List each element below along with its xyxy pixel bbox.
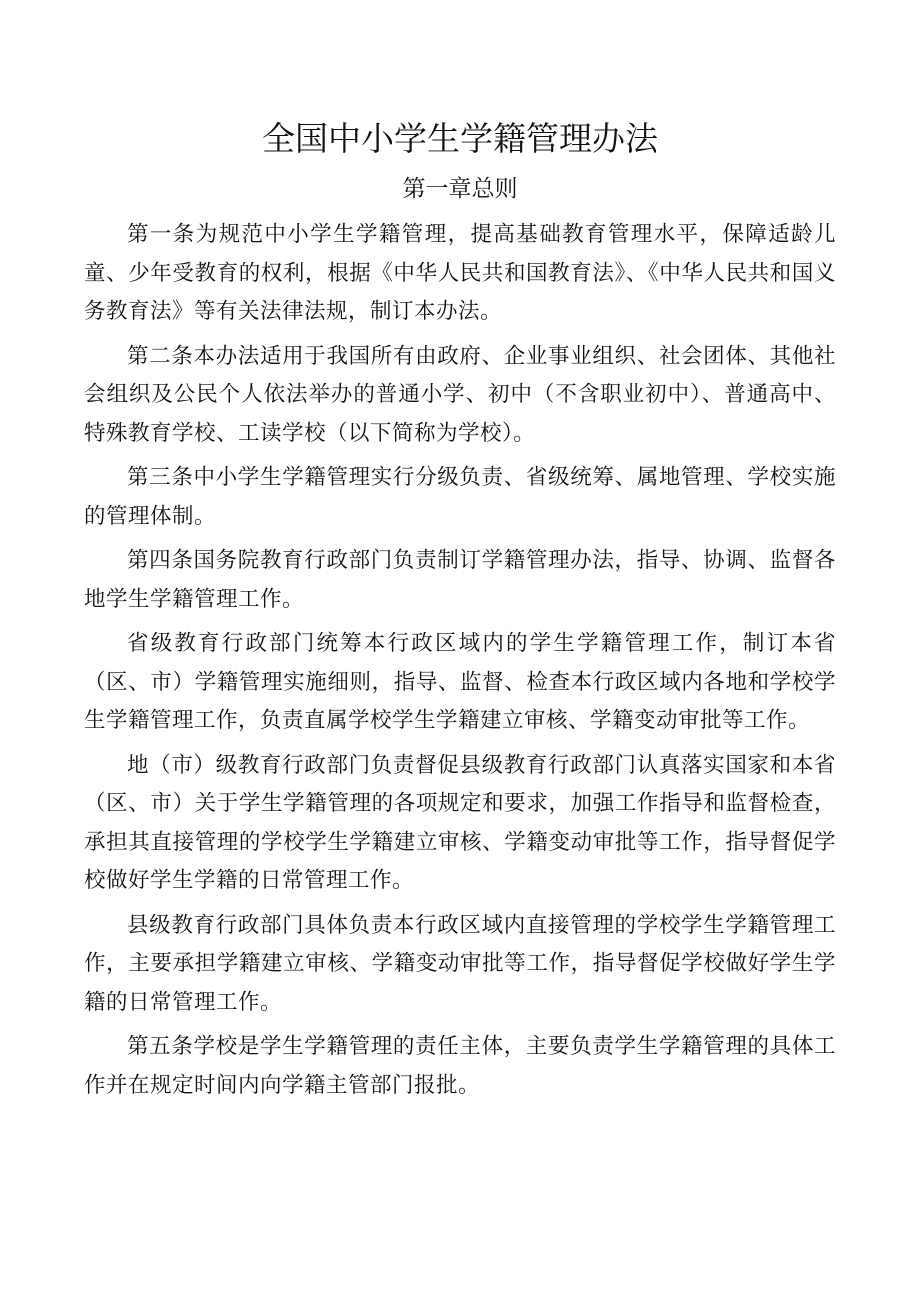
paragraph-county-duties: 县级教育行政部门具体负责本行政区域内直接管理的学校学生学籍管理工作，主要承担学籍建立审核、学籍变动审批等工作，指导督促学校做好学生学籍的日常管理工作。 — [84, 912, 836, 1015]
paragraph-article-3: 第三条中小学生学籍管理实行分级负责、省级统筹、属地管理、学校实施的管理体制。 — [84, 465, 836, 529]
document-title: 全国中小学生学籍管理办法 — [262, 119, 658, 158]
paragraph-article-2: 第二条本办法适用于我国所有由政府、企业事业组织、社会团体、其他社会组织及公民个人依法举办的普通小学、初中（不含职业初中）、普通高中、特殊教育学校、工读学校（以下简称为学校）。 — [84, 343, 836, 446]
paragraph-article-1: 第一条为规范中小学生学籍管理，提高基础教育管理水平，保障适龄儿童、少年受教育的权利，根据《中华人民共和国教育法》、《中华人民共和国义务教育法》等有关法律法规，制订本办法。 — [84, 222, 836, 324]
paragraph-provincial-duties: 省级教育行政部门统筹本行政区域内的学生学籍管理工作，制订本省（区、市）学籍管理实施细则，指导、监督、检查本行政区域内各地和学校学生学籍管理工作，负责直属学校学生学籍建立审核、学籍变动审批等工作。 — [84, 631, 836, 733]
chapter-heading: 第一章总则 — [402, 176, 518, 202]
paragraph-prefectural-duties: 地（市）级教育行政部门负责督促县级教育行政部门认真落实国家和本省（区、市）关于学生学籍管理的各项规定和要求，加强工作指导和监督检查，承担其直接管理的学校学生学籍建立审核、学籍变动审批等工作，指导督促学校做好学生学籍的日常管理工作。 — [84, 752, 836, 893]
document-body — [84, 216, 836, 1111]
paragraph-article-4: 第四条国务院教育行政部门负责制订学籍管理办法，指导、协调、监督各地学生学籍管理工作。 — [84, 548, 836, 612]
paragraph-article-5: 第五条学校是学生学籍管理的责任主体，主要负责学生学籍管理的具体工作并在规定时间内向学籍主管部门报批。 — [84, 1034, 836, 1098]
